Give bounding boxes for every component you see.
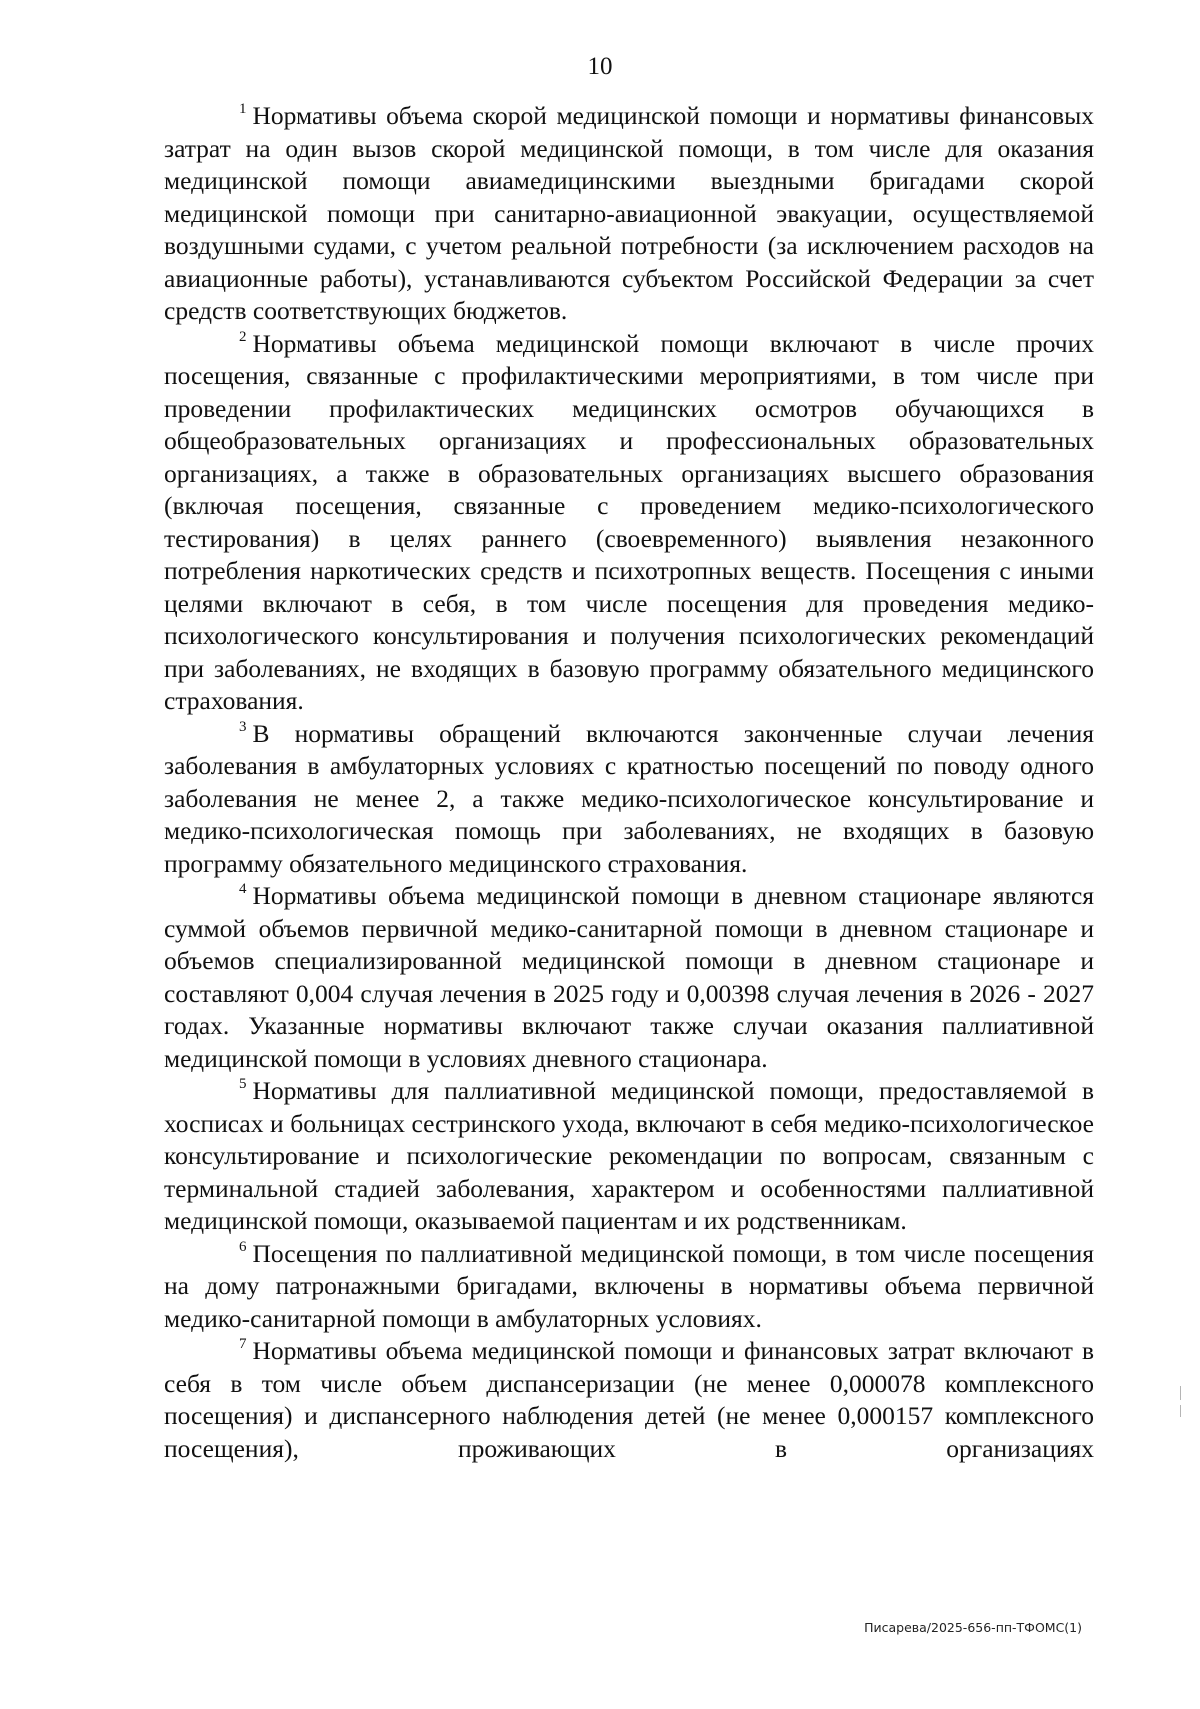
footnote-2 (164, 328, 1094, 718)
page-number: 10 (587, 53, 613, 80)
footnote-mark-2: 2 (239, 328, 247, 345)
scan-artifact-line (1180, 1405, 1181, 1417)
footnotes-section (164, 100, 1094, 1465)
footnote-mark-3: 3 (239, 718, 247, 735)
footnote-6 (164, 1238, 1094, 1336)
footnote-text-6: Посещения по паллиативной медицинской помощи, в том числе посещения на дому патронажными бригадами, включены в нормативы объема первичной медико-санитарной помощи в амбулаторных условиях. (164, 1238, 1094, 1333)
footnote-text-3: В нормативы обращений включаются законченные случаи лечения заболевания в амбулаторных условиях с кратностью посещений по поводу одного заболевания не менее 2, а также медико-психологическое консультирование и медико-психологическая помощь при заболеваниях, не входящих в базовую программу обязательного медицинского страхования. (164, 718, 1094, 878)
footnote-text-7: Нормативы объема медицинской помощи и финансовых затрат включают в себя в том числе объем диспансеризации (не менее 0,000078 комплексного посещения) и диспансерного наблюдения детей (не менее 0,000157 комплексного посещения), проживающих в организациях (164, 1336, 1094, 1463)
document-reference-code: Писарева/2025-656-пп-ТФОМС(1) (864, 1620, 1082, 1635)
footnote-4 (164, 880, 1094, 1075)
footnote-mark-7: 7 (239, 1336, 247, 1352)
footnote-7 (164, 1335, 1094, 1465)
footnote-mark-4: 4 (239, 881, 247, 897)
scan-artifact-line (1180, 1386, 1181, 1400)
footnote-mark-5: 5 (239, 1076, 247, 1092)
footnote-mark-1: 1 (239, 101, 247, 117)
footnote-text-4: Нормативы объема медицинской помощи в дневном стационаре являются суммой объемов первичной медико-санитарной помощи в дневном стационаре и объемов специализированной медицинской помощи в дневном стационаре и составляют 0,004 случая лечения в 2025 году и 0,00398 случая лечения в 2026 - 2027 годах. Указанные нормативы включают также случаи оказания паллиативной медицинской помощи в условиях дневного стационара. (164, 881, 1094, 1073)
footnote-5 (164, 1075, 1094, 1238)
footnote-text-5: Нормативы для паллиативной медицинской помощи, предоставляемой в хосписах и больницах сестринского ухода, включают в себя медико-психологическое консультирование и психологические рекомендации по вопросам, связанным с терминальной стадией заболевания, характером и особенностями паллиативной медицинской помощи, оказываемой пациентам и их родственникам. (164, 1076, 1094, 1235)
footnote-3 (164, 718, 1094, 881)
footnote-1 (164, 100, 1094, 328)
footnote-text-1: Нормативы объема скорой медицинской помощи и нормативы финансовых затрат на один вызов скорой медицинской помощи, в том числе для оказания медицинской помощи авиамедицинскими выездными бригадами скорой медицинской помощи при санитарно-авиационной эвакуации, осуществляемой воздушными судами, с учетом реальной потребности (за исключением расходов на авиационные работы), устанавливаются субъектом Российской Федерации за счет средств соответствующих бюджетов. (164, 101, 1094, 325)
footnote-mark-6: 6 (239, 1238, 247, 1255)
footnote-text-2: Нормативы объема медицинской помощи включают в числе прочих посещения, связанные с профилактическими мероприятиями, в том числе при проведении профилактических медицинских осмотров обучающихся в общеобразовательных организациях и профессиональных образовательных организациях, а также в образовательных организациях высшего образования (включая посещения, связанные с проведением медико-психологического тестирования) в целях раннего (своевременного) выявления незаконного потребления наркотических средств и психотропных веществ. Посещения с иными целями включают в себя, в том числе посещения для проведения медико-психологического консультирования и получения психологических рекомендаций при заболеваниях, не входящих в базовую программу обязательного медицинского страхования. (164, 328, 1094, 715)
